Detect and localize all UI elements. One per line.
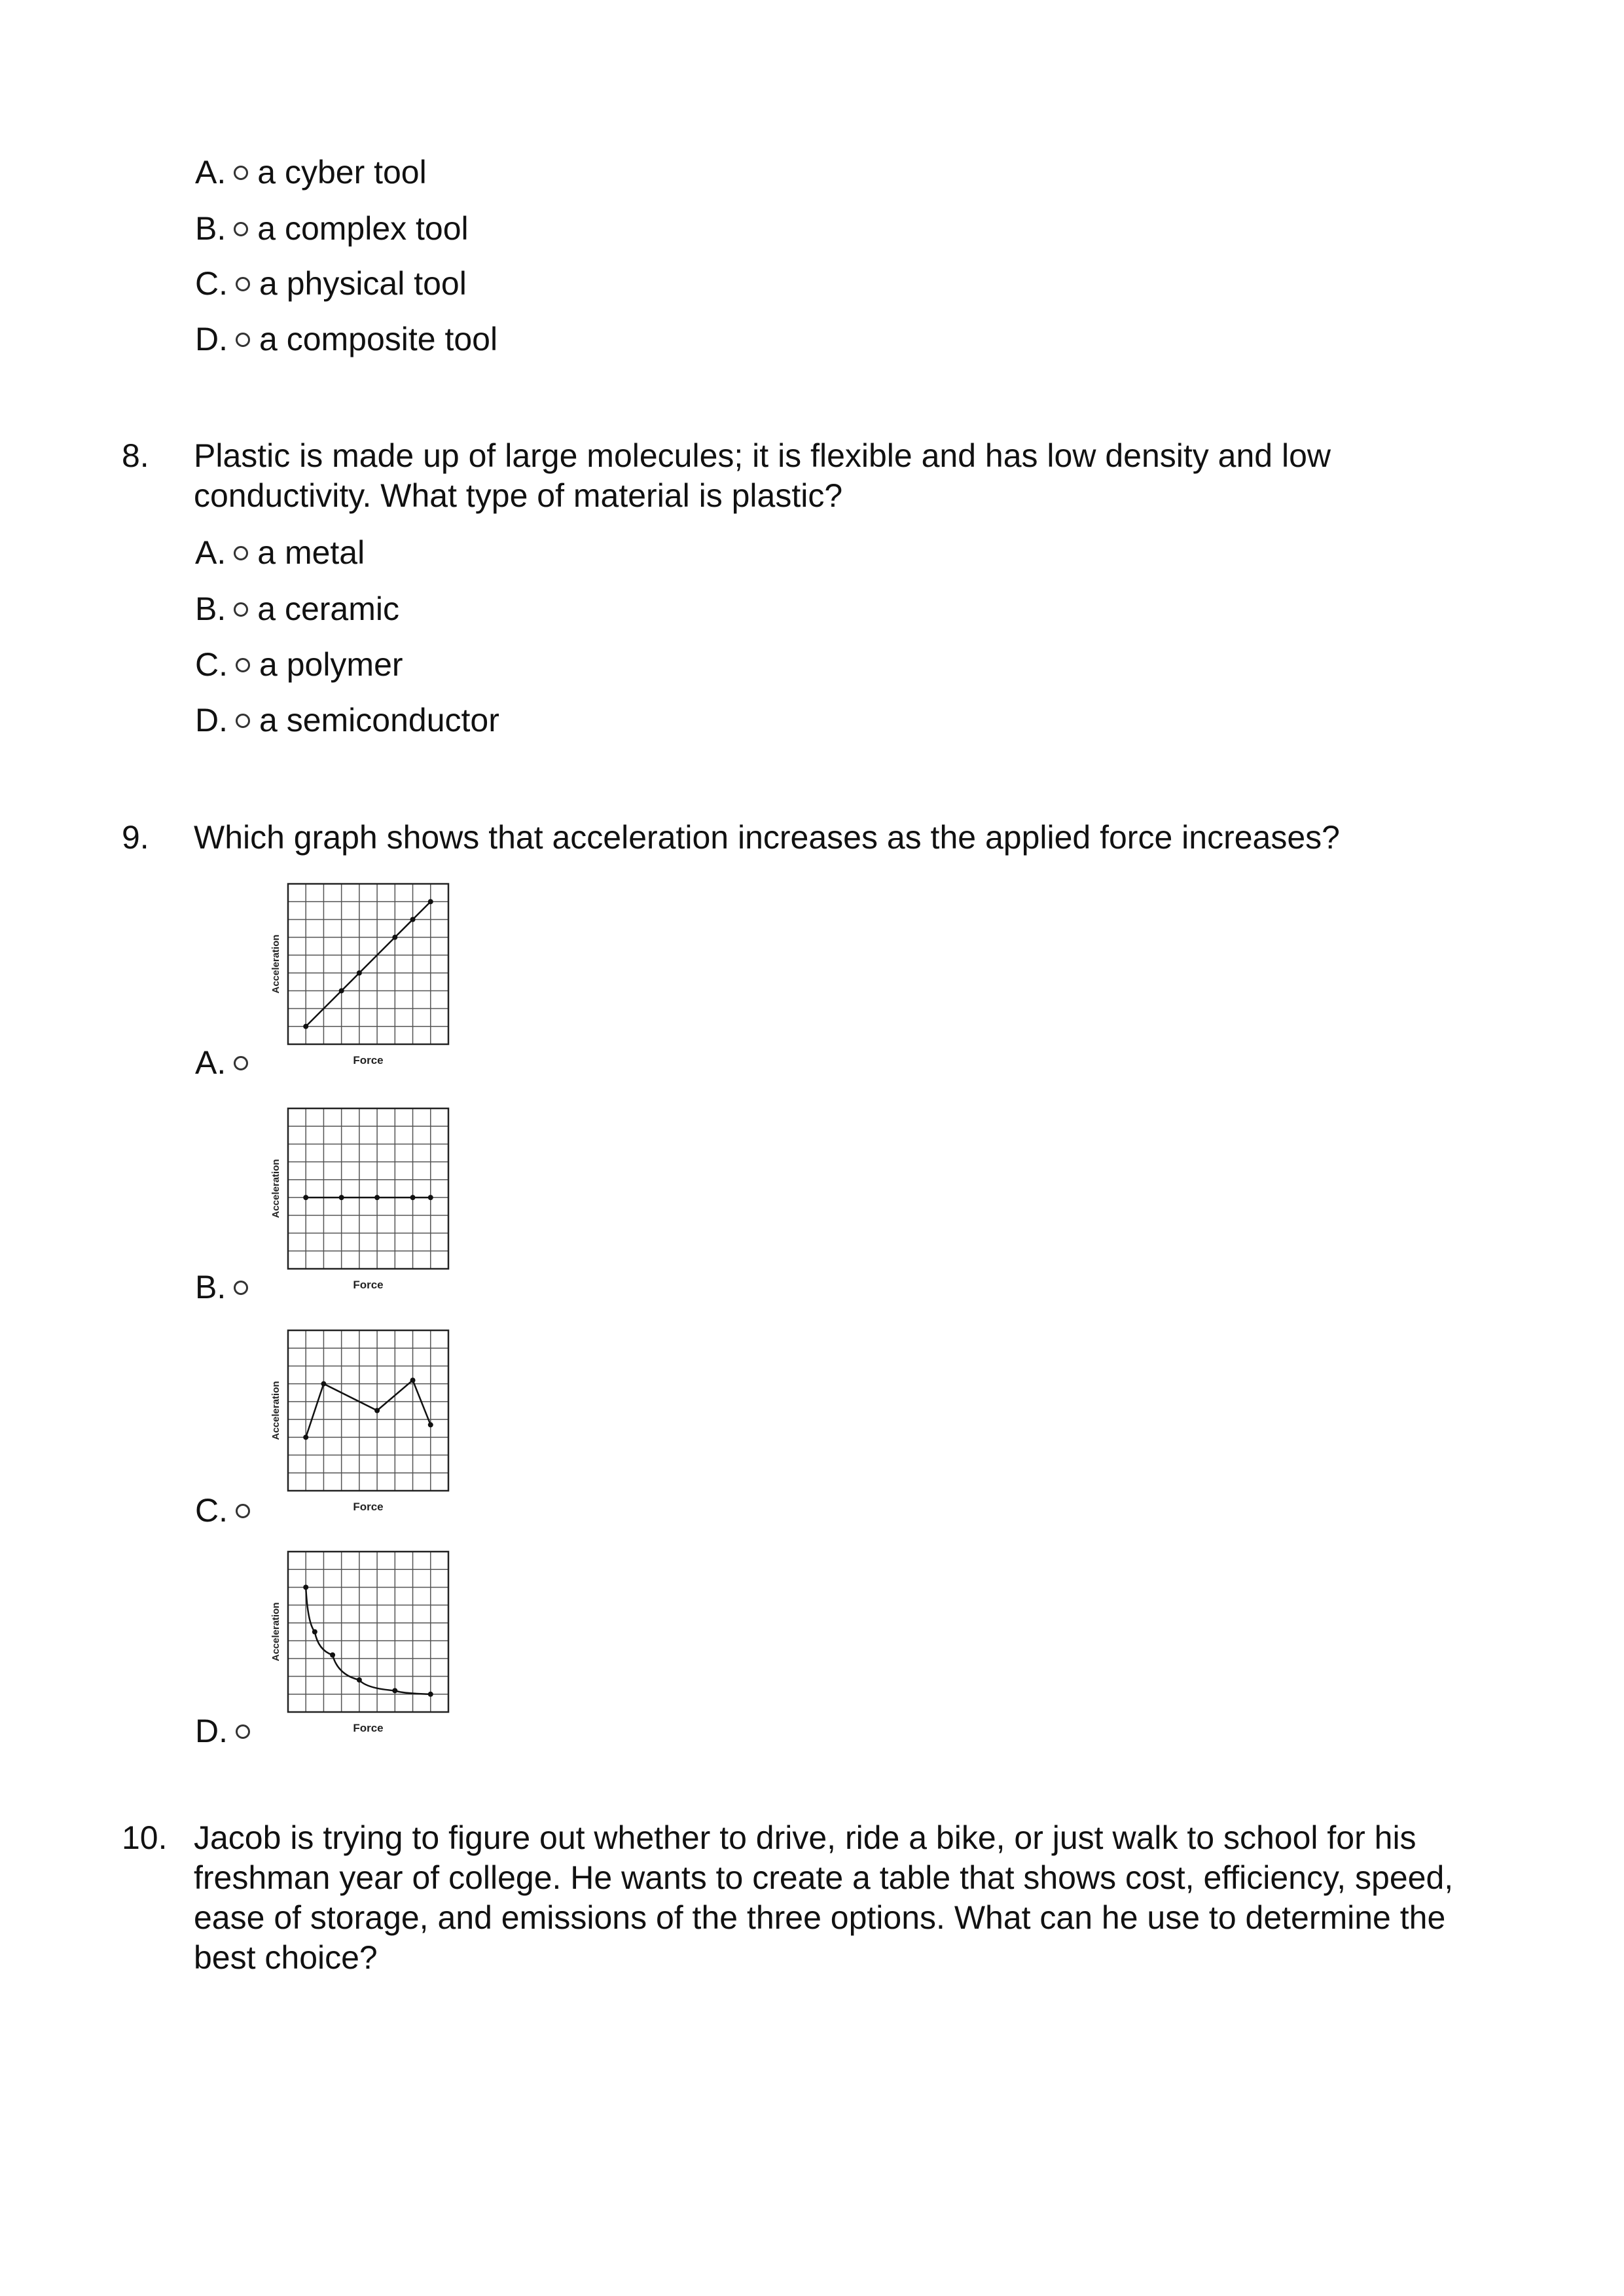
- series-line: [306, 1380, 431, 1437]
- option-letter: A.: [195, 534, 226, 571]
- x-axis-label: Force: [353, 1501, 384, 1513]
- q9-option-d: [195, 1711, 259, 1751]
- option-text: a physical tool: [259, 265, 467, 302]
- q9-radio-a[interactable]: [234, 1056, 248, 1070]
- q9-option-b: [195, 1267, 257, 1307]
- option-text: a cyber tool: [257, 154, 427, 191]
- q7-radio-d[interactable]: [236, 333, 250, 347]
- data-point: [303, 1195, 308, 1200]
- q8-option-c: [195, 645, 403, 684]
- option-letter: C.: [195, 265, 228, 302]
- data-point: [428, 1195, 433, 1200]
- data-point: [357, 970, 362, 975]
- option-letter: A.: [195, 154, 226, 191]
- data-point: [374, 1195, 380, 1200]
- q7-option-b: [195, 209, 469, 248]
- data-point: [303, 1584, 308, 1590]
- q8-stem-line-1: Plastic is made up of large molecules; it is flexible and has low density and low: [194, 437, 1331, 474]
- q8-number: 8.: [122, 437, 149, 474]
- q8-radio-b[interactable]: [234, 602, 248, 617]
- data-point: [428, 1422, 433, 1427]
- q9-number: 9.: [122, 819, 149, 856]
- data-point: [303, 1434, 308, 1440]
- option-letter: C.: [195, 1492, 228, 1529]
- q7-radio-c[interactable]: [236, 277, 250, 291]
- option-letter: D.: [195, 1713, 228, 1749]
- q10-stem: [194, 1818, 1503, 1978]
- q10-stem-line-1: Jacob is trying to figure out whether to drive, ride a bike, or just walk to school for his: [194, 1819, 1416, 1856]
- x-axis-label: Force: [353, 1279, 384, 1291]
- q8-option-b: [195, 589, 399, 629]
- graph-a: [262, 877, 465, 1074]
- q7-option-a: [195, 153, 427, 192]
- data-point: [339, 988, 344, 993]
- q8-radio-d[interactable]: [236, 714, 250, 728]
- graph-b: [262, 1102, 465, 1298]
- option-letter: C.: [195, 646, 228, 683]
- option-letter: B.: [195, 591, 226, 627]
- q9-radio-c[interactable]: [236, 1504, 250, 1518]
- q8-radio-c[interactable]: [236, 658, 250, 672]
- option-text: a polymer: [259, 646, 403, 683]
- data-point: [392, 935, 397, 940]
- q8-stem-line-2: conductivity. What type of material is plastic?: [194, 477, 843, 514]
- y-axis-label: Acceleration: [270, 1602, 281, 1662]
- q9-option-c: [195, 1491, 259, 1530]
- q10-stem-line-4: best choice?: [194, 1939, 378, 1976]
- data-point: [410, 917, 416, 922]
- option-text: a composite tool: [259, 321, 498, 357]
- y-axis-label: Acceleration: [270, 934, 281, 994]
- data-point: [428, 899, 433, 904]
- option-text: a metal: [257, 534, 365, 571]
- q8-stem: [194, 436, 1503, 516]
- q8-option-a: [195, 533, 365, 572]
- q8-option-d: [195, 701, 499, 740]
- data-point: [374, 1408, 380, 1413]
- q10-number: 10.: [122, 1819, 168, 1856]
- graph-c: [262, 1324, 465, 1520]
- data-point: [410, 1195, 416, 1200]
- x-axis-label: Force: [353, 1722, 384, 1734]
- q9-option-a: [195, 1043, 257, 1082]
- q9-radio-d[interactable]: [236, 1724, 250, 1739]
- data-point: [339, 1195, 344, 1200]
- option-text: a complex tool: [257, 210, 469, 247]
- option-text: a ceramic: [257, 591, 399, 627]
- option-letter: B.: [195, 210, 226, 247]
- q7-radio-a[interactable]: [234, 166, 248, 180]
- q9-stem: Which graph shows that acceleration increases as the applied force increases?: [194, 819, 1340, 856]
- q10-stem-line-2: freshman year of college. He wants to create a table that shows cost, efficiency, speed,: [194, 1859, 1454, 1896]
- data-point: [428, 1692, 433, 1697]
- option-letter: D.: [195, 321, 228, 357]
- data-point: [357, 1677, 362, 1683]
- plot-frame: [288, 1552, 448, 1712]
- data-point: [330, 1652, 335, 1658]
- q8-radio-a[interactable]: [234, 546, 248, 560]
- q7-radio-b[interactable]: [234, 222, 248, 236]
- q7-option-d: [195, 319, 497, 359]
- x-axis-label: Force: [353, 1054, 384, 1066]
- data-point: [392, 1688, 397, 1693]
- option-letter: A.: [195, 1044, 226, 1081]
- data-point: [321, 1381, 326, 1387]
- q9-radio-b[interactable]: [234, 1281, 248, 1295]
- y-axis-label: Acceleration: [270, 1159, 281, 1218]
- data-point: [312, 1630, 317, 1635]
- option-letter: B.: [195, 1269, 226, 1305]
- option-text: a semiconductor: [259, 702, 499, 738]
- y-axis-label: Acceleration: [270, 1381, 281, 1440]
- plot-frame: [288, 1108, 448, 1269]
- option-letter: D.: [195, 702, 228, 738]
- q7-option-c: [195, 264, 467, 303]
- data-point: [410, 1377, 416, 1383]
- q10-stem-line-3: ease of storage, and emissions of the three options. What can he use to determine the: [194, 1899, 1446, 1936]
- data-point: [303, 1024, 308, 1029]
- graph-d: [262, 1545, 465, 1741]
